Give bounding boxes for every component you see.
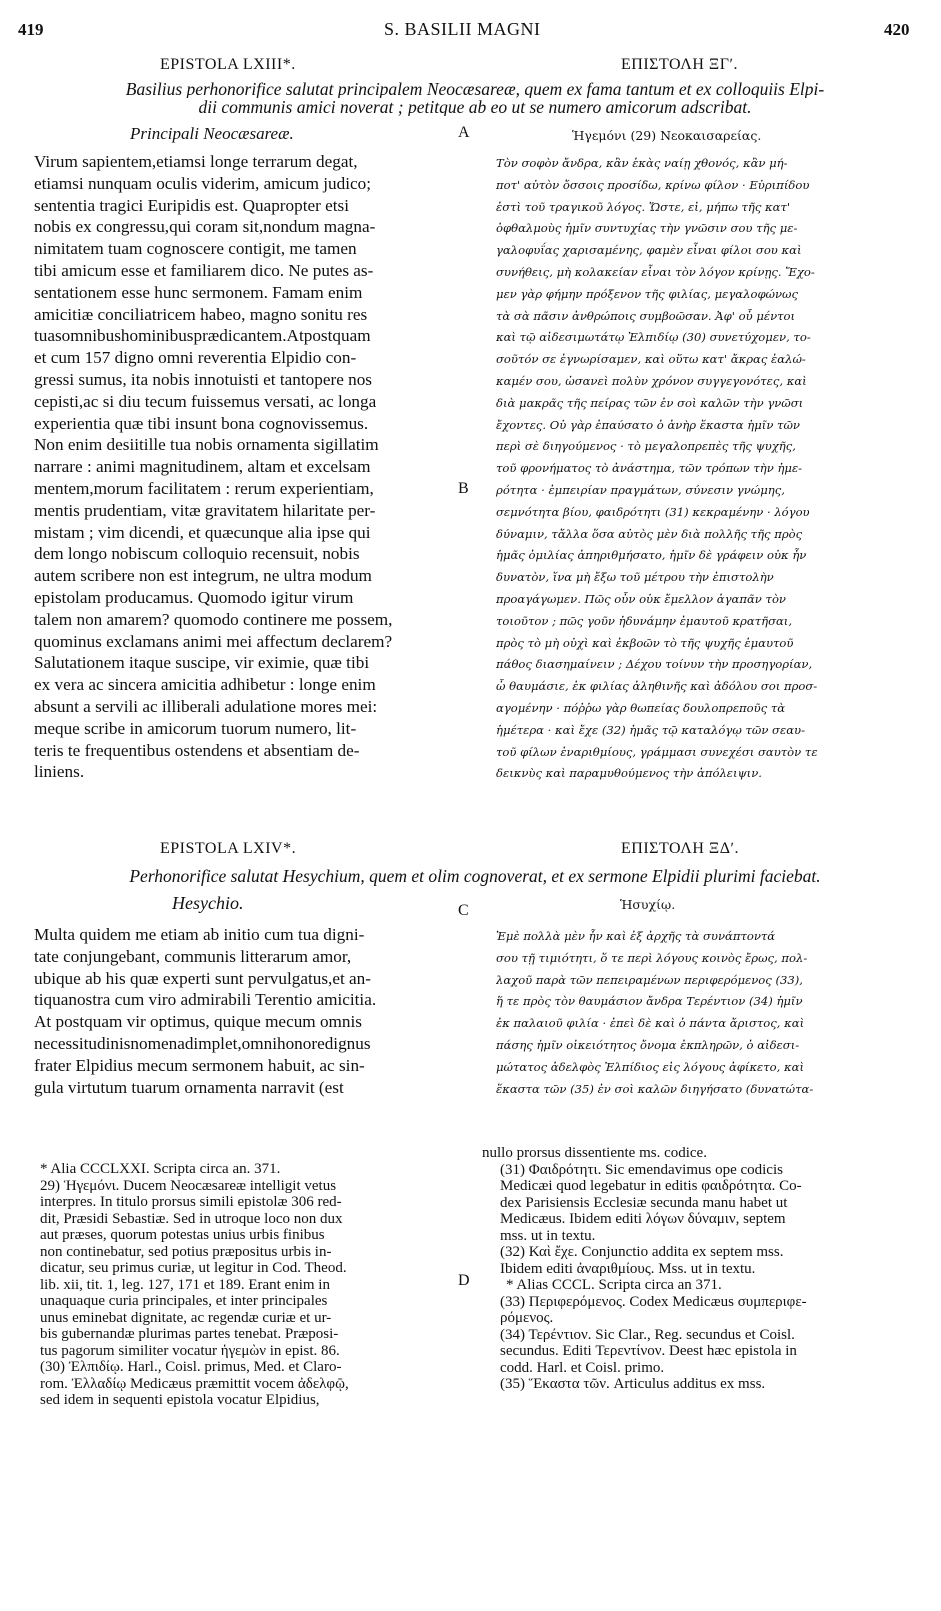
footnote-line: secundus. Editi Τερεντίνον. Deest hæc epistola in — [500, 1343, 797, 1359]
latin-line: Virum sapientem,etiamsi longe terrarum degat, — [34, 152, 358, 171]
epistle-63-greek-address: Ἡγεμόνι (29) Νεοκαισαρείας. — [572, 128, 762, 143]
greek-line: γαλοφυΐας χαρισαμένης, φαμὲν εἶναι φίλοι σου καὶ — [496, 243, 802, 258]
footnote-line: ρόμενος. — [500, 1310, 554, 1326]
footnotes-left — [40, 1161, 452, 1409]
latin-line: frater Elpidius mecum sermonem habuit, ac sin- — [34, 1055, 365, 1075]
greek-line: τὰ σὰ πᾶσιν ἀνθρώποις συμβοῶσαν. Ἀφ' οὗ μέντοι — [496, 308, 796, 323]
greek-line: Ἐμὲ πολλὰ μὲν ἦν καὶ ἐξ ἀρχῆς τὰ συνάπτοντά — [496, 929, 776, 943]
footnote-line: interpres. In titulo prorsus simili epistolæ 306 red- — [40, 1194, 342, 1210]
footnote-line: codd. Harl. et Coisl. primo. — [500, 1359, 665, 1376]
epistle-63-latin-title: EPISTOLA LXIII*. — [160, 56, 296, 73]
latin-line: nobis ex congressu,qui coram sit,nondum magna- — [34, 217, 376, 237]
epistle-64-greek-title: ΕΠΙΣΤΟΛΗ ΞΔʹ. — [621, 840, 739, 857]
footnote-line: Medicæus. Ibidem editi λόγων δύναμιν, septem — [500, 1211, 786, 1227]
footnote-line: sed idem in sequenti epistola vocatur Elpidius, — [40, 1392, 320, 1408]
greek-line: ἐστὶ τοῦ τραγικοῦ λόγος. Ὥστε, εἰ, μήπω τῆς κατ' — [496, 199, 791, 214]
greek-line: σοῦτόν σε ἐγνωρίσαμεν, καὶ οὕτω κατ' ἄκρας ἑαλώ- — [496, 352, 806, 367]
footnote-line: mss. ut in textu. — [500, 1227, 596, 1244]
greek-line: πάσης ἡμῖν οἰκειότητος ὄνομα ἐκπληρῶν, ὁ αἰδεσι- — [496, 1037, 800, 1052]
epistle-63-latin-address: Principali Neocæsareæ. — [130, 124, 294, 143]
latin-line: Non enim desiitille tua nobis ornamenta sigillatim — [34, 435, 379, 455]
greek-line: ἡμᾶς ὁμιλίας ἀπηριθμήσατο, ἡμῖν δὲ γράφειν οὐκ ἦν — [496, 548, 807, 563]
footnote-line: nullo prorsus dissentiente ms. codice. — [482, 1145, 707, 1161]
footnote-line: dicatur, seu primus curiæ, ut legitur in Cod. Theod. — [40, 1260, 347, 1276]
footnote-line: aut præses, quorum potestas unius urbis finibus — [40, 1227, 325, 1243]
epistle-63-summary — [30, 80, 920, 116]
greek-line: καὶ τῷ αἰδεσιμωτάτῳ Ἐλπιδίῳ (30) συνετύχομεν, το- — [496, 330, 811, 345]
summary-line: dii communis amici noverat ; petitque ab eo ut se numero amicorum adscribat. — [198, 98, 752, 116]
greek-line: καμέν σου, ὡσανεὶ πολὺν χρόνον συγγεγονότες, καὶ — [496, 373, 807, 388]
latin-line: ubique ab his quæ experti sunt pervulgatus,et an- — [34, 968, 371, 988]
greek-line: δύναμιν, τἄλλα ὅσα αὐτὸς μὲν διὰ πολλῆς τῆς πρὸς — [496, 526, 803, 541]
page-number-left: 419 — [18, 20, 44, 39]
latin-line: nimitatem tuam cognoscere contigit, me tamen — [34, 239, 357, 259]
latin-line: narrare : animi magnitudinem, altam et excelsam — [34, 457, 371, 477]
epistle-64-greek-address: Ἡσυχίῳ. — [620, 897, 676, 912]
greek-line: πρὸς τὸ μὴ οὐχὶ καὶ ἐκβοῶν τὸ τῆς ψυχῆς ἐμαυτοῦ — [496, 635, 794, 650]
latin-line: gressi sumus, ita nobis innotuisti et tantopere nos — [34, 369, 372, 389]
epistle-63-latin-text — [34, 151, 448, 783]
epistle-64-latin-address: Hesychio. — [172, 893, 244, 913]
footnote-line: bis gubernandæ plurimas partes tenebat. Præposi- — [40, 1326, 339, 1342]
greek-line: τοῦ φίλων ἐναριθμίους, γράμμασι συνεχέσι σαυτὸν τε — [496, 744, 818, 759]
latin-line: et cum 157 digno omni reverentia Elpidio con- — [34, 348, 357, 368]
margin-letter-c: C — [458, 902, 469, 919]
greek-line: ὀφθαλμοὺς ἡμῖν συντυχίας τὴν γνῶσιν σου τῆς με- — [496, 221, 798, 236]
footnote-line: (32) Καὶ ἔχε. Conjunctio addita ex septem mss. — [500, 1244, 784, 1260]
footnote-line: (35) Ἕκαστα τῶν. Articulus additus ex mss. — [500, 1376, 766, 1392]
greek-line: συνήθεις, μὴ κολακείαν εἶναι τὸν λόγον κρίνῃς. Ἔχο- — [496, 264, 815, 279]
footnote-line: (30) Ἐλπιδίῳ. Harl., Coisl. primus, Med. et Claro- — [40, 1359, 342, 1375]
epistle-63-greek-title: ΕΠΙΣΤΟΛΗ ΞΓʹ. — [621, 56, 738, 73]
footnote-line: non continebatur, sed potius præpositus urbis in- — [40, 1243, 332, 1260]
latin-line: ex vera ac sincera amicitia adhibetur : longe enim — [34, 675, 376, 695]
greek-line: διὰ μακρᾶς τῆς πείρας τῶν ἐν σοὶ καλῶν τὴν γνῶσι — [496, 395, 804, 410]
epistle-63-greek-text — [496, 153, 910, 785]
greek-line: μεν γὰρ φήμην πρόξενον τῆς φιλίας, μεγαλοφώνως — [496, 286, 799, 301]
latin-line: meque scribe in amicorum tuorum numero, lit- — [34, 718, 357, 738]
greek-line: πάθος διασημαίνειν ; Δέχου τοίνυν τὴν προσηγορίαν, — [496, 657, 813, 672]
latin-line: cepisti,ac si diu tecum fuissemus versati, ac longa — [34, 391, 377, 411]
footnote-line: 29) Ἡγεμόνι. Ducem Neocæsareæ intelligit vetus — [40, 1177, 337, 1194]
latin-line: At postquam vir optimus, quique mecum omnis — [34, 1012, 362, 1032]
latin-line: mistam ; vim dicendi, et quæcunque alia ipse qui — [34, 522, 371, 542]
latin-line: absunt a servili ac illiberali adulatione mores mei: — [34, 696, 378, 716]
latin-line: Salutationem itaque suscipe, vir eximie, quæ tibi — [34, 653, 370, 673]
page-number-right: 420 — [884, 20, 910, 39]
latin-line: gula virtutum tuarum ornamenta narravit (est — [34, 1077, 344, 1097]
footnote-line: unus eminebat dignitate, ac regendæ curiæ et ur- — [40, 1309, 332, 1326]
latin-line: amicitiæ conciliatricem habeo, magno sonitu res — [34, 304, 368, 324]
latin-line: sententia tragici Euripidis est. Quapropter etsi — [34, 195, 350, 215]
greek-line: σου τῇ τιμιότητι, ὅ τε περὶ λόγους κοινὸς ἔρως, πολ- — [496, 950, 808, 965]
greek-line: ἔχοντες. Οὐ γὰρ ἐπαύσατο ὁ ἀνὴρ ἕκαστα ἡμῖν τῶν — [496, 417, 800, 432]
footnote-line: (34) Τερέντιον. Sic Clar., Reg. secundus et Coisl. — [500, 1326, 795, 1343]
footnote-line: unaquaque curia principales, et inter principales — [40, 1293, 328, 1309]
latin-line: quominus exclamans animi mei affectum declarem? — [34, 631, 393, 651]
summary-line: Basilius perhonorifice salutat principalem Neocæsareæ, quem ex fama tantum et ex colloquiis Elpi- — [125, 80, 825, 98]
latin-line: necessitudinisnomenadimplet,omnihonoredignus — [34, 1033, 371, 1053]
running-title: S. BASILII MAGNI — [384, 19, 541, 39]
footnote-line: dex Parisiensis Ecclesiæ secunda manu habet ut — [500, 1194, 788, 1211]
latin-line: experientia quæ tibi insunt bona cognovissemus. — [34, 413, 369, 433]
footnote-line: tus pagorum similiter vocatur ἡγεμὼν in epist. 86. — [40, 1342, 340, 1359]
latin-line: liniens. — [34, 762, 85, 782]
footnote-line: lib. xii, tit. 1, leg. 127, 171 et 189. Erant enim in — [40, 1276, 330, 1293]
latin-line: talem non amarem? quomodo continere me possem, — [34, 609, 393, 629]
footnote-line: (31) Φαιδρότητι. Sic emendavimus ope codicis — [500, 1161, 783, 1178]
greek-line: σεμνότητα βίου, φαιδρότητι (31) κεκραμένην · λόγου — [496, 504, 810, 519]
footnote-line: Ibidem editi ἀναριθμίους. Mss. ut in textu. — [500, 1260, 756, 1277]
epistle-64-greek-text — [496, 926, 910, 1100]
latin-line: tate conjungebant, communis litterarum amor, — [34, 946, 352, 966]
latin-line: tibi amicum esse et familiarem dico. Ne putes as- — [34, 260, 374, 280]
latin-line: teris te frequentibus ostendens et absentiam de- — [34, 740, 360, 760]
greek-line: προαγάγωμεν. Πῶς οὖν οὐκ ἔμελλον ἀγαπᾶν τὸν — [496, 591, 786, 606]
latin-line: dem longo nobiscum colloquio recensuit, nobis — [34, 544, 360, 564]
latin-line: tiquanostra cum viro admirabili Terentio amicitia. — [34, 990, 377, 1010]
greek-line: μώτατος ἀδελφὸς Ἐλπίδιος εἰς λόγους ἀφίκετο, καὶ — [496, 1059, 805, 1074]
epistle-64-summary: Perhonorifice salutat Hesychium, quem et olim cognoverat, et ex sermone Elpidii plurimi faciebat. — [129, 866, 821, 886]
footnote-line: Medicæi quod legebatur in editis φαιδρότητα. Co- — [500, 1178, 802, 1194]
footnote-line: * Alias CCCL. Scripta circa an 371. — [506, 1277, 722, 1293]
footnotes-right — [482, 1145, 902, 1393]
latin-line: etiamsi nunquam oculis viderim, amicum judico; — [34, 173, 372, 193]
greek-line: ἥ τε πρὸς τὸν θαυμάσιον ἄνδρα Τερέντιον (34) ἡμῖν — [496, 994, 803, 1009]
footnote-line: rom. Ἐλλαδίῳ Medicæus præmittit vocem ἀδελφῷ, — [40, 1375, 349, 1392]
latin-line: mentem,morum facilitatem : rerum experientiam, — [34, 478, 374, 498]
greek-line: Τὸν σοφὸν ἄνδρα, κἂν ἑκὰς ναίῃ χθονός, κἂν μή- — [496, 156, 788, 170]
margin-letter-d: D — [458, 1272, 470, 1289]
greek-line: αγομένην · πόῤῥω γὰρ θωπείας δουλοπρεποῦς τὰ — [496, 700, 786, 715]
latin-line: epistolam producamus. Quomodo igitur virum — [34, 587, 354, 607]
footnote-line: * Alia CCCLXXI. Scripta circa an. 371. — [40, 1161, 281, 1177]
greek-line: ὦ θαυμάσιε, ἐκ φιλίας ἀληθινῆς καὶ ἀδόλου σοι προσ- — [496, 679, 818, 694]
greek-line: λαχοῦ παρὰ τῶν πεπειραμένων περιφερόμενος (33), — [496, 972, 803, 987]
greek-line: τοῦ φρονήματος τὸ ἀνάστημα, τῶν τρόπων τὴν ἡμε- — [496, 461, 803, 476]
greek-line: δεικνὺς καὶ παραμυθούμενος τὴν ἀπόλειψιν. — [496, 766, 762, 781]
footnote-line: (33) Περιφερόμενος. Codex Medicæus συμπεριφε- — [500, 1293, 807, 1310]
latin-line: tuasomnibushominibusprædicantem.Atpostquam — [34, 326, 371, 346]
greek-line: ποτ' αὐτὸν ὄσσοις προσίδω, κρίνω φίλον · Εὐριπίδου — [496, 177, 810, 192]
epistle-64-latin-text — [34, 924, 448, 1098]
greek-line: ἕκαστα τῶν (35) ἐν σοὶ καλῶν διηγήσατο (δυνατώτα- — [496, 1081, 814, 1096]
greek-line: περὶ σὲ διηγούμενος · τὸ μεγαλοπρεπὲς τῆς ψυχῆς, — [496, 439, 796, 454]
greek-line: δυνατὸν, ἵνα μὴ ἔξω τοῦ μέτρου τὴν ἐπιστολὴν — [496, 570, 774, 585]
latin-line: autem scribere non est integrum, ne ultra modum — [34, 566, 372, 586]
greek-line: ἐκ παλαιοῦ φιλία · ἐπεὶ δὲ καὶ ὁ πάντα ἄριστος, καὶ — [496, 1016, 805, 1031]
margin-letter-a: A — [458, 124, 470, 141]
greek-line: ρότητα · ἐμπειρίαν πραγμάτων, σύνεσιν γνώμης, — [496, 482, 785, 497]
footnote-line: dit, Præsidi Sebastiæ. Sed in utroque loco non dux — [40, 1210, 343, 1227]
latin-line: mentis prudentiam, vitæ gravitatem hilaritate per- — [34, 500, 376, 520]
latin-line: Multa quidem me etiam ab initio cum tua digni- — [34, 925, 365, 944]
greek-line: τοιοῦτον ; πῶς γοῦν ἠδυνάμην ἐμαυτοῦ κρατῆσαι, — [496, 613, 793, 628]
epistle-64-latin-title: EPISTOLA LXIV*. — [160, 840, 297, 857]
margin-letter-b: B — [458, 480, 469, 497]
greek-line: ἡμέτερα · καὶ ἔχε (32) ἡμᾶς τῷ καταλόγῳ τῶν σεαυ- — [496, 722, 805, 737]
latin-line: sentationem esse hunc sermonem. Famam enim — [34, 282, 363, 302]
